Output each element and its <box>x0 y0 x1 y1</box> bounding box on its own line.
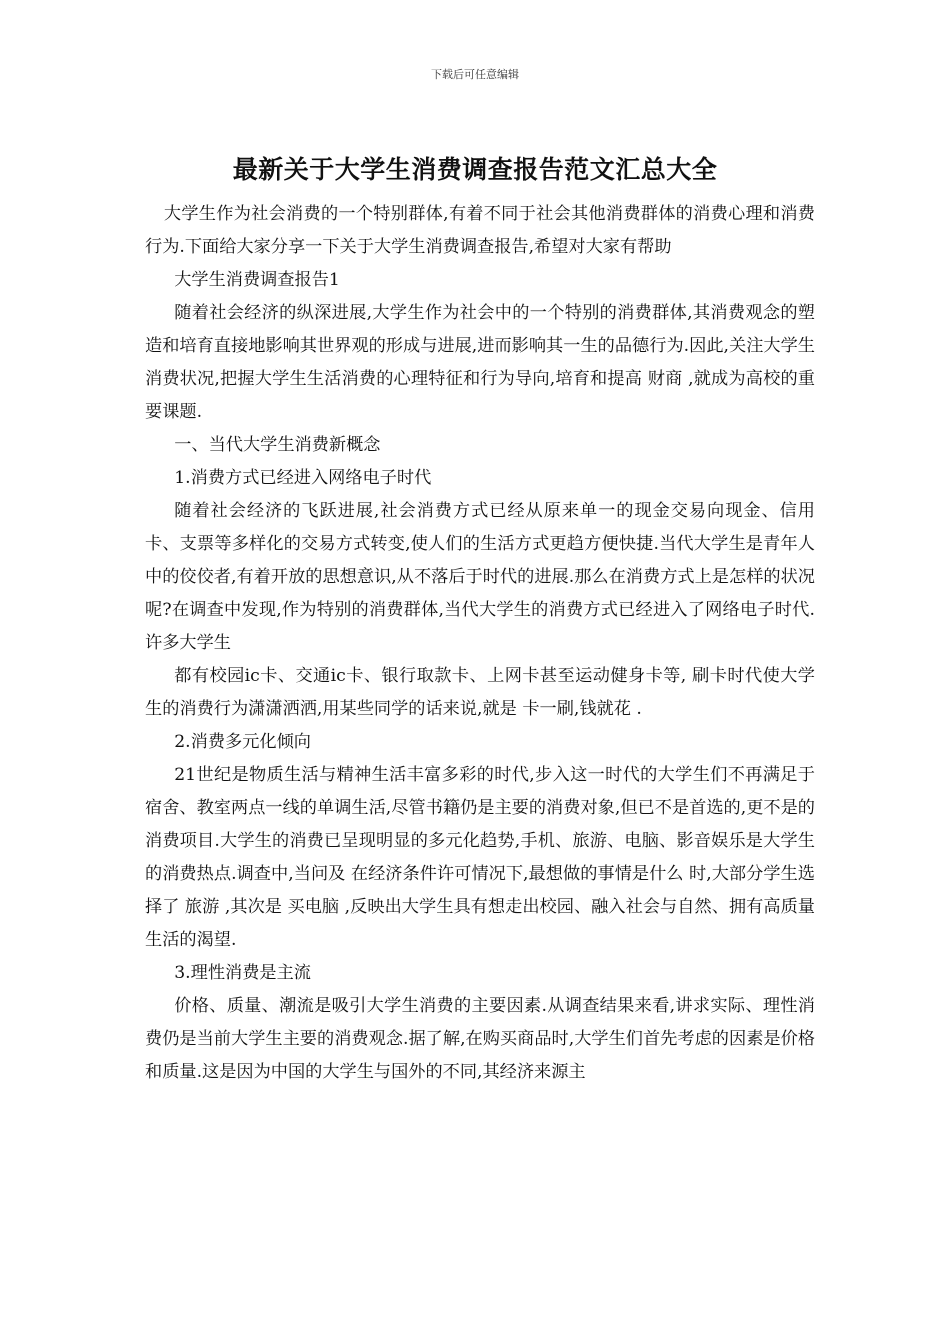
paragraph-card-era: 都有校园ic卡、交通ic卡、银行取款卡、上网卡甚至运动健身卡等, 刷卡时代使大学生的消费行为潇潇洒洒,用某些同学的话来说,就是 卡一刷,钱就花 . <box>145 666 815 719</box>
section-heading-new-concepts: 一、当代大学生消费新概念 <box>174 435 381 455</box>
paragraph-diversification: 21世纪是物质生活与精神生活丰富多彩的时代,步入这一时代的大学生们不再满足于宿舍、教室两点一线的单调生活,尽管书籍仍是主要的消费对象,但已不是首选的,更不是的消费项目.大学生的消费已呈现明显的多元化趋势,手机、旅游、电脑、影音娱乐是大学生的消费热点.调查中,当问及 在经济条件许可情况下,最想做的事情是什么 时,大部分学生选择了 旅游 ,其次是 买电脑 ,反映出大学生具有想走出校园、融入社会与自然、拥有高质量生活的渴望. <box>145 765 815 950</box>
section-heading-report-1: 大学生消费调查报告1 <box>174 270 340 290</box>
paragraph-rational-consumption: 价格、质量、潮流是吸引大学生消费的主要因素.从调查结果来看,讲求实际、理性消费仍是当前大学生主要的消费观念.据了解,在购买商品时,大学生们首先考虑的因素是价格和质量.这是因为中国的大学生与国外的不同,其经济来源主 <box>145 996 815 1082</box>
intro-paragraph: 大学生作为社会消费的一个特别群体,有着不同于社会其他消费群体的消费心理和消费行为.下面给大家分享一下关于大学生消费调查报告,希望对大家有帮助 <box>145 204 815 257</box>
document-body <box>145 198 815 1089</box>
subheading-diversification: 2.消费多元化倾向 <box>174 732 311 752</box>
paragraph-background: 随着社会经济的纵深进展,大学生作为社会中的一个特别的消费群体,其消费观念的塑造和培育直接地影响其世界观的形成与进展,进而影响其一生的品德行为.因此,关注大学生消费状况,把握大学生生活消费的心理特征和行为导向,培育和提高 财商 ,就成为高校的重要课题. <box>145 303 815 422</box>
paragraph-electronic-era: 随着社会经济的飞跃进展,社会消费方式已经从原来单一的现金交易向现金、信用卡、支票等多样化的交易方式转变,使人们的生活方式更趋方便快捷.当代大学生是青年人中的佼佼者,有着开放的思想意识,从不落后于时代的进展.那么在消费方式上是怎样的状况呢?在调查中发现,作为特别的消费群体,当代大学生的消费方式已经进入了网络电子时代.许多大学生 <box>145 501 815 653</box>
subheading-electronic-era: 1.消费方式已经进入网络电子时代 <box>174 468 432 488</box>
subheading-rational-consumption: 3.理性消费是主流 <box>174 963 311 983</box>
document-title: 最新关于大学生消费调查报告范文汇总大全 <box>232 155 718 184</box>
header-note: 下载后可任意编辑 <box>431 68 519 81</box>
